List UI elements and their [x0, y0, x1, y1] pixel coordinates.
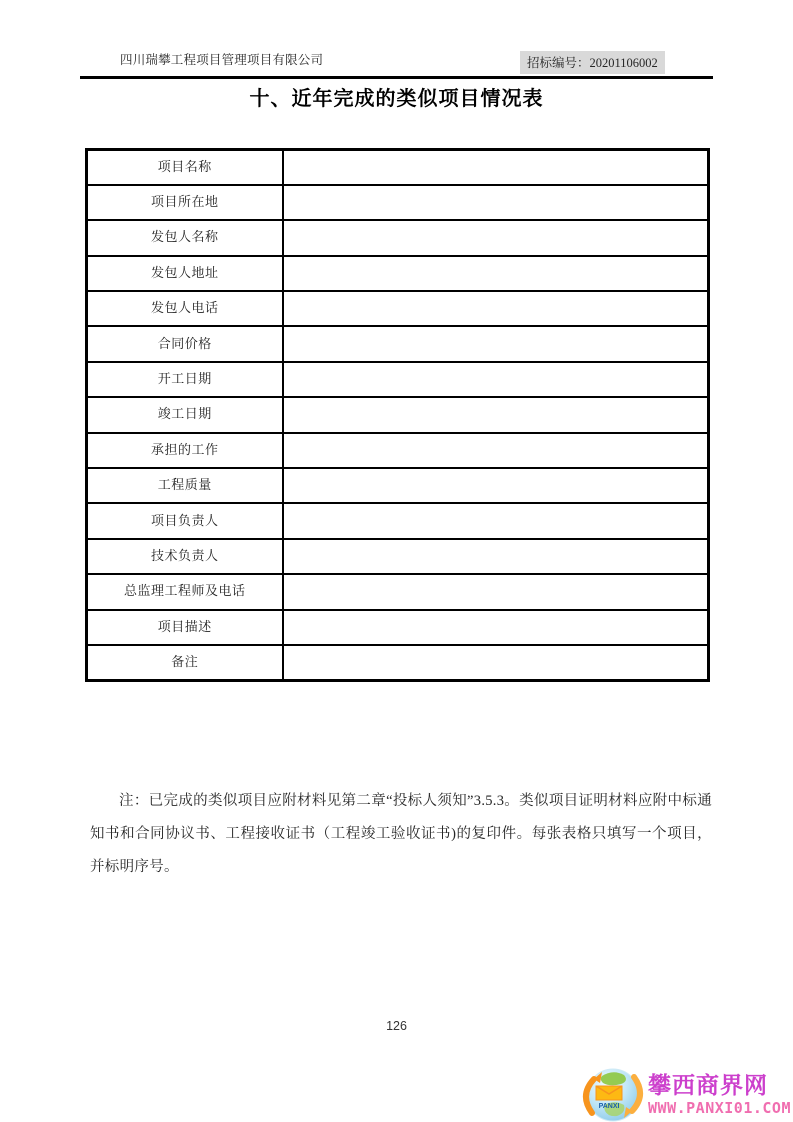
row-value-cell	[283, 503, 709, 538]
row-value-cell	[283, 185, 709, 220]
row-label: 备注	[87, 645, 283, 680]
page-number: 126	[386, 1019, 407, 1033]
watermark	[580, 1064, 791, 1122]
row-label: 竣工日期	[87, 397, 283, 432]
row-value-cell	[283, 610, 709, 645]
table-row	[87, 362, 709, 397]
row-label: 发包人地址	[87, 256, 283, 291]
row-value-cell	[283, 326, 709, 361]
row-value-cell	[283, 645, 709, 680]
watermark-site-name: 攀西商界网	[648, 1072, 769, 1098]
row-label: 项目负责人	[87, 503, 283, 538]
table-row	[87, 468, 709, 503]
note-paragraph: 注：已完成的类似项目应附材料见第二章“投标人须知”3.5.3。类似项目证明材料应附中标通知书和合同协议书、工程接收证书（工程竣工验收证书)的复印件。每张表格只填写一个项目，并标明序号。	[90, 793, 712, 875]
similar-projects-table-wrap	[85, 148, 710, 682]
table-row	[87, 326, 709, 361]
row-value-cell	[283, 433, 709, 468]
row-value-cell	[283, 256, 709, 291]
row-value-cell	[283, 397, 709, 432]
page-title: 十、近年完成的类似项目情况表	[249, 88, 544, 110]
table-row	[87, 220, 709, 255]
row-value-cell	[283, 150, 709, 185]
row-label: 发包人名称	[87, 220, 283, 255]
table-row	[87, 433, 709, 468]
row-value-cell	[283, 468, 709, 503]
table-row	[87, 503, 709, 538]
header-company-name: 四川瑞攀工程项目管理项目有限公司	[120, 53, 324, 67]
row-label: 项目描述	[87, 610, 283, 645]
table-row	[87, 150, 709, 185]
row-label: 发包人电话	[87, 291, 283, 326]
row-label: 开工日期	[87, 362, 283, 397]
table-row	[87, 539, 709, 574]
row-label: 项目名称	[87, 150, 283, 185]
table-row	[87, 610, 709, 645]
table-row	[87, 185, 709, 220]
table-row	[87, 397, 709, 432]
table-row	[87, 574, 709, 609]
watermark-site-url: WWW.PANXI01.COM	[648, 1099, 791, 1117]
svg-text:PANXI: PANXI	[598, 1103, 620, 1110]
row-label: 总监理工程师及电话	[87, 574, 283, 609]
row-value-cell	[283, 291, 709, 326]
row-label: 工程质量	[87, 468, 283, 503]
table-row	[87, 645, 709, 680]
row-value-cell	[283, 362, 709, 397]
watermark-text	[648, 1072, 791, 1118]
similar-projects-table	[85, 148, 710, 682]
bid-number-badge: 招标编号：20201106002	[520, 51, 665, 74]
panxi-globe-logo-icon	[580, 1064, 646, 1122]
row-label: 承担的工作	[87, 433, 283, 468]
row-value-cell	[283, 220, 709, 255]
table-row	[87, 291, 709, 326]
row-label: 合同价格	[87, 326, 283, 361]
header-rule	[80, 76, 713, 79]
row-value-cell	[283, 574, 709, 609]
row-label: 项目所在地	[87, 185, 283, 220]
table-row	[87, 256, 709, 291]
row-label: 技术负责人	[87, 539, 283, 574]
row-value-cell	[283, 539, 709, 574]
